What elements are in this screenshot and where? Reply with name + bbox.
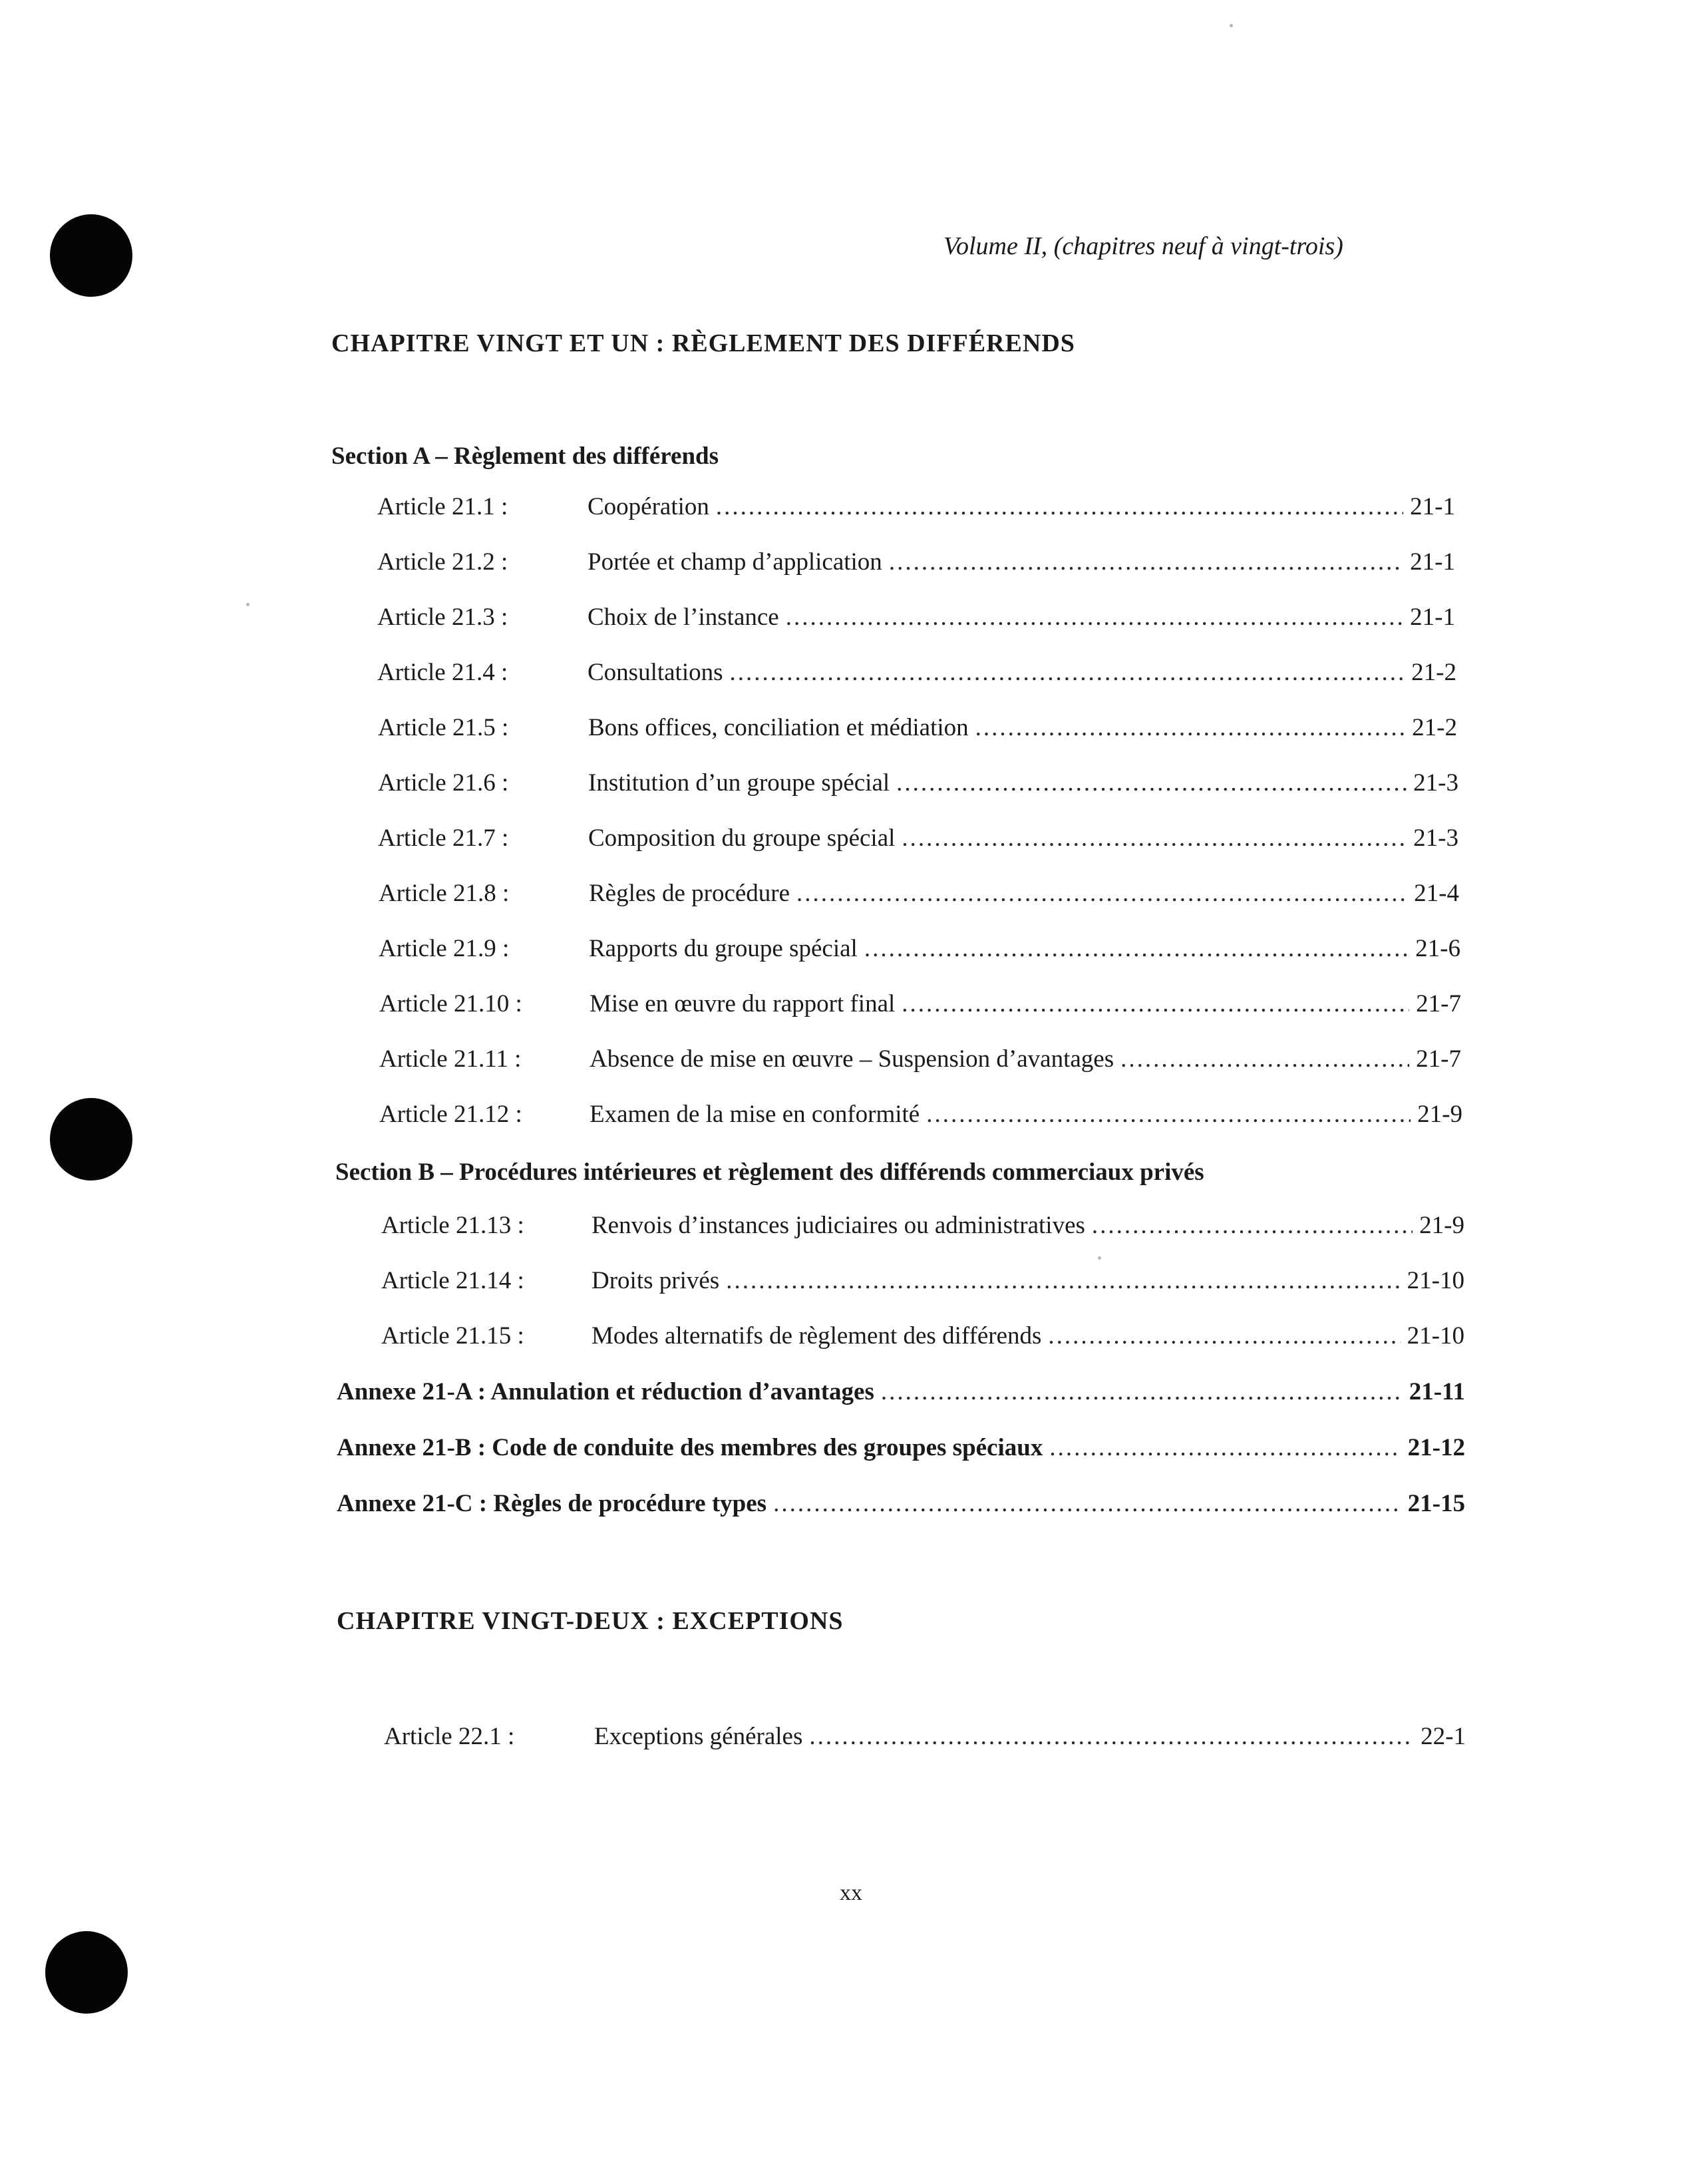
article-number: Article 21.1 : [377,493,508,520]
page-number: 21-12 [1407,1434,1465,1461]
annex-title: Annexe 21-B : Code de conduite des membres des groupes spéciaux [337,1434,1043,1461]
page-number: 21-9 [1419,1212,1464,1239]
article-title: Rapports du groupe spécial [589,935,858,962]
article-title: Mise en œuvre du rapport final [590,990,896,1017]
toc-entry-21-11[interactable] [379,1045,1461,1073]
dot-leader [902,824,1407,852]
toc-entry-21-13[interactable] [381,1211,1464,1240]
toc-entry-annex-21-b[interactable] [337,1433,1465,1462]
toc-entry-21-10[interactable] [379,990,1461,1018]
page-number: 21-9 [1417,1101,1462,1128]
chapter-21-title: CHAPITRE VINGT ET UN : RÈGLEMENT DES DIFFÉRENDS [331,329,1075,357]
dot-leader [896,769,1407,797]
article-number: Article 21.9 : [379,935,510,962]
article-number: Article 21.14 : [381,1267,524,1294]
chapter-22-title: CHAPITRE VINGT-DEUX : EXCEPTIONS [337,1607,844,1635]
article-title: Choix de l’instance [588,604,779,631]
toc-entry-21-6[interactable] [378,769,1458,797]
scan-speck [1098,1256,1101,1260]
article-title: Absence de mise en œuvre – Suspension d’avantages [590,1045,1114,1073]
article-number: Article 21.6 : [378,769,509,797]
toc-entry-21-14[interactable] [381,1266,1464,1295]
toc-entry-annex-21-a[interactable] [337,1377,1465,1406]
dot-leader [889,548,1403,576]
section-b-heading: Section B – Procédures intérieures et règlement des différends commerciaux privés [335,1159,1204,1186]
scan-speck [1230,24,1233,27]
annex-title: Annexe 21-A : Annulation et réduction d’avantages [337,1378,874,1405]
article-title: Règles de procédure [589,880,790,907]
page-number: 21-10 [1407,1322,1464,1350]
toc-entry-21-7[interactable] [378,824,1458,852]
article-title: Exceptions générales [594,1723,803,1750]
dot-leader [716,492,1403,521]
page-number: 21-1 [1410,493,1455,520]
article-title: Consultations [588,659,723,686]
page-number: 21-7 [1416,1045,1461,1073]
article-number: Article 21.5 : [378,714,509,741]
page-number: 21-3 [1413,769,1458,797]
page-number: 21-10 [1407,1267,1464,1294]
page-number: 21-3 [1413,824,1458,852]
toc-entry-21-8[interactable] [379,879,1459,908]
page-number: 21-2 [1412,714,1457,741]
dot-leader [975,713,1406,742]
article-number: Article 21.15 : [381,1322,524,1350]
section-a-heading: Section A – Règlement des différends [331,443,719,470]
article-title: Modes alternatifs de règlement des différends [592,1322,1042,1350]
dot-leader [730,658,1405,687]
page-number: 21-6 [1415,935,1460,962]
article-number: Article 21.13 : [381,1212,524,1239]
toc-entry-21-4[interactable] [377,658,1456,687]
page-number: 21-4 [1414,880,1459,907]
article-number: Article 21.7 : [378,824,509,852]
article-title: Portée et champ d’application [588,548,882,576]
page-number: 21-7 [1416,990,1461,1017]
dot-leader [902,990,1409,1018]
page-number: 21-1 [1410,604,1455,631]
punch-hole [45,1931,128,2014]
dot-leader [926,1100,1411,1129]
dot-leader [726,1266,1400,1295]
dot-leader [1049,1433,1401,1462]
dot-leader [1048,1322,1400,1350]
page-number: 22-1 [1421,1723,1466,1750]
article-title: Bons offices, conciliation et médiation [588,714,969,741]
annex-title: Annexe 21-C : Règles de procédure types [337,1490,767,1517]
page-number: 21-1 [1410,548,1455,576]
article-number: Article 21.12 : [379,1101,522,1128]
article-number: Article 21.11 : [379,1045,522,1073]
toc-entry-21-12[interactable] [379,1100,1462,1129]
page-number: 21-11 [1409,1378,1465,1405]
toc-entry-21-1[interactable] [377,492,1455,521]
article-title: Composition du groupe spécial [588,824,896,852]
article-number: Article 22.1 : [384,1723,515,1750]
article-title: Institution d’un groupe spécial [588,769,890,797]
dot-leader [796,879,1407,908]
dot-leader [1120,1045,1409,1073]
dot-leader [864,934,1409,963]
dot-leader [786,603,1403,632]
article-title: Droits privés [592,1267,720,1294]
article-title: Examen de la mise en conformité [590,1101,920,1128]
article-title: Renvois d’instances judiciaires ou administratives [592,1212,1085,1239]
toc-entry-21-15[interactable] [381,1322,1464,1350]
dot-leader [809,1722,1414,1751]
toc-entry-21-3[interactable] [377,603,1455,632]
article-number: Article 21.4 : [377,659,508,686]
page-folio: xx [840,1881,862,1905]
dot-leader [1092,1211,1413,1240]
page-number: 21-15 [1407,1490,1465,1517]
toc-entry-21-5[interactable] [378,713,1457,742]
article-title: Coopération [588,493,709,520]
toc-entry-21-2[interactable] [377,548,1455,576]
page-number: 21-2 [1411,659,1456,686]
toc-entry-22-1[interactable] [384,1722,1466,1751]
punch-hole [50,214,132,297]
dot-leader [881,1377,1403,1406]
toc-entry-annex-21-c[interactable] [337,1489,1465,1518]
scan-speck [246,603,250,606]
article-number: Article 21.2 : [377,548,508,576]
article-number: Article 21.3 : [377,604,508,631]
punch-hole [50,1098,132,1181]
article-number: Article 21.10 : [379,990,522,1017]
toc-entry-21-9[interactable] [379,934,1460,963]
volume-header: Volume II, (chapitres neuf à vingt-trois) [943,232,1343,260]
article-number: Article 21.8 : [379,880,510,907]
dot-leader [773,1489,1401,1518]
